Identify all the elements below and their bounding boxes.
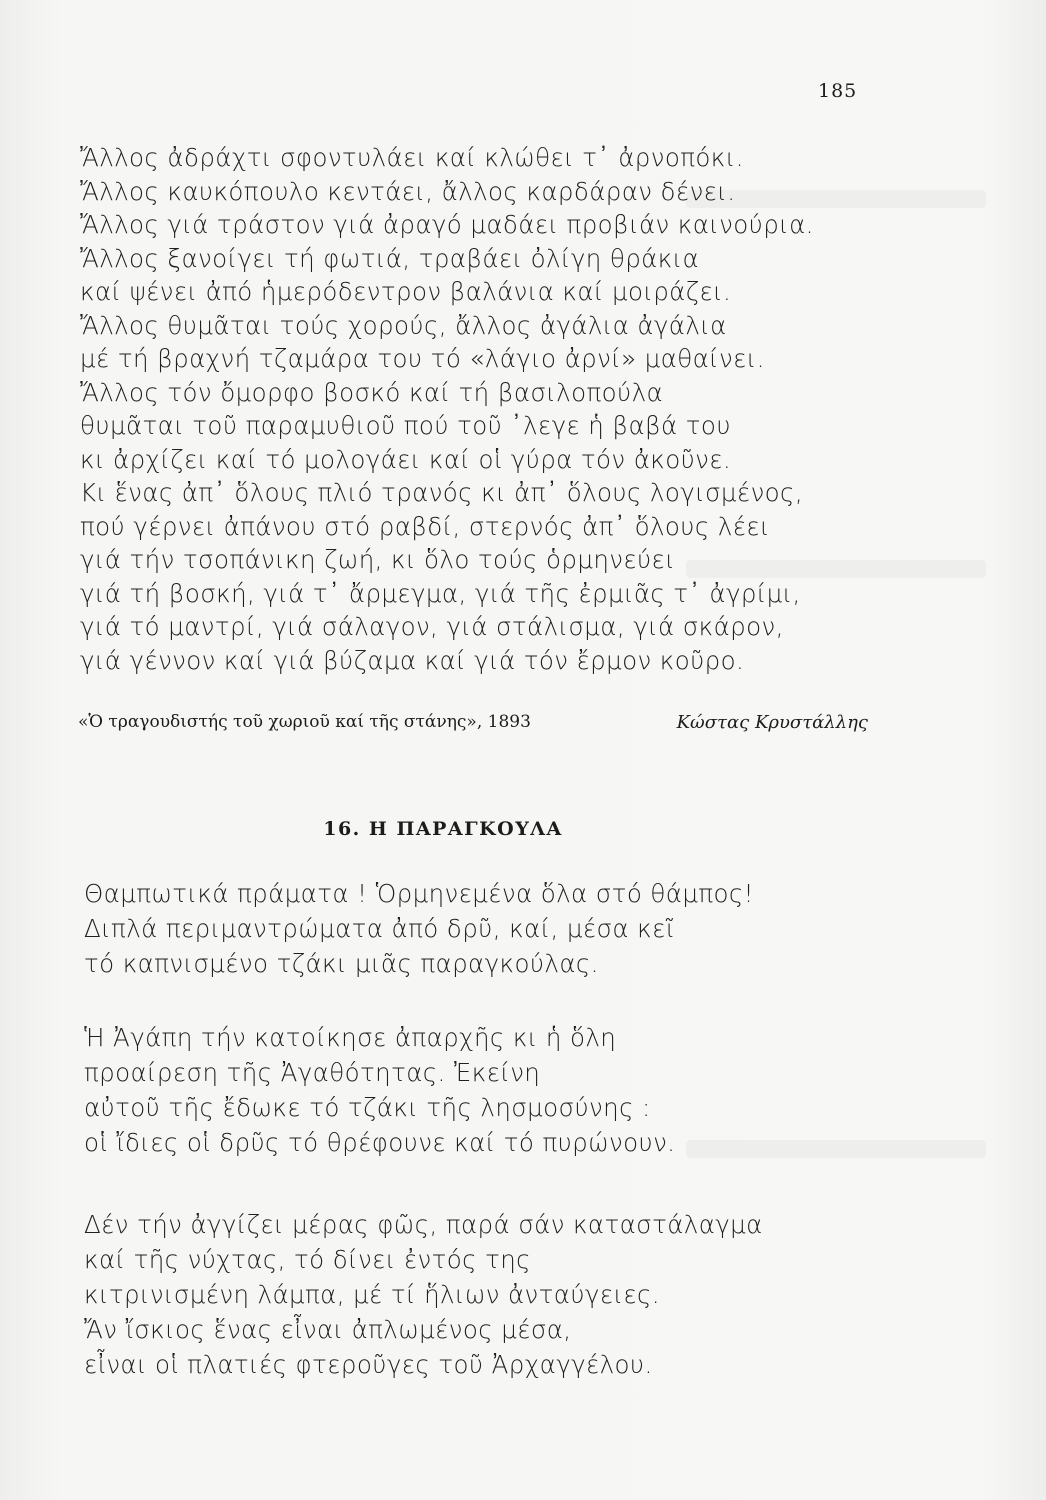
poem-line: προαίρεση τῆς Ἀγαθότητας. Ἐκείνη (84, 1058, 541, 1087)
poem-line: Ἄν ἴσκιος ἕνας εἶναι ἀπλωμένος μέσα, (84, 1315, 572, 1344)
poem-krystallis (80, 141, 814, 677)
poem-attribution (78, 712, 868, 733)
show-through-shadow (686, 1140, 986, 1158)
poem-line: γιά τήν τσοπάνικη ζωή, κι ὅλο τούς ὁρμηνεύει (80, 545, 676, 574)
poem-line: οἱ ἴδιες οἱ δρῦς τό θρέφουνε καί τό πυρώνουν. (84, 1128, 676, 1157)
poem-line: κι ἀρχίζει καί τό μολογάει καί οἱ γύρα τόν ἀκοῦνε. (80, 444, 732, 474)
poem-line: τό καπνισμένο τζάκι μιᾶς παραγκούλας. (84, 949, 599, 978)
poem-line: θυμᾶται τοῦ παραμυθιοῦ πού τοῦ ᾽λεγε ἡ βαβά του (80, 411, 731, 440)
poem-line: Κι ἕνας ἀπ᾽ ὅλους πλιό τρανός κι ἀπ᾽ ὅλους λογισμένος, (80, 478, 804, 507)
poem-line: Ἄλλος γιά τράστον γιά ἀραγό μαδάει προβιάν καινούρια. (80, 210, 814, 239)
poem-line: Δέν τήν ἀγγίζει μέρας φῶς, παρά σάν καταστάλαγμα (84, 1210, 763, 1239)
poem-line: κιτρινισμένη λάμπα, μέ τί ἥλιων ἀνταύγειες. (84, 1280, 660, 1309)
poem-source: «Ὁ τραγουδιστής τοῦ χωριοῦ καί τῆς στάνης», 1893 (78, 712, 531, 732)
poem-line: Ἄλλος τόν ὄμορφο βοσκό καί τή βασιλοπούλα (80, 377, 664, 407)
poem-line: Θαμπωτικά πράματα ! Ὁρμηνεμένα ὅλα στό θάμπος! (84, 879, 754, 908)
section-heading: 16. Η ΠΑΡΑΓΚΟΥΛΑ (323, 818, 563, 840)
poem-line: Ἡ Ἀγάπη τήν κατοίκησε ἀπαρχῆς κι ἡ ὅλη (84, 1023, 617, 1052)
poem-author: Κώστας Κρυστάλλης (676, 712, 868, 733)
poem-line: Διπλά περιμαντρώματα ἀπό δρῦ, καί, μέσα κεῖ (84, 914, 675, 943)
poem-line: Ἄλλος ξανοίγει τή φωτιά, τραβάει ὀλίγη θράκια (80, 243, 700, 273)
stanza (84, 1020, 675, 1160)
poem-line: Ἄλλος καυκόπουλο κεντάει, ἄλλος καρδάραν δένει. (80, 176, 736, 206)
poem-line: Ἄλλος θυμᾶται τούς χορούς, ἄλλος ἀγάλια ἀγάλια (80, 310, 727, 340)
page-number: 185 (818, 80, 858, 102)
stanza (84, 1207, 763, 1382)
poem-line: καί τῆς νύχτας, τό δίνει ἐντός της (84, 1245, 531, 1274)
poem-line: γιά γέννον καί γιά βύζαμα καί γιά τόν ἔρμον κοῦρο. (80, 645, 745, 675)
poem-line: εἶναι οἱ πλατιές φτεροῦγες τοῦ Ἀρχαγγέλου. (84, 1350, 653, 1379)
poem-line: γιά τό μαντρί, γιά σάλαγον, γιά στάλισμα, γιά σκάρον, (80, 612, 784, 641)
poem-line: Ἄλλος ἀδράχτι σφοντυλάει καί κλώθει τ᾽ ἀρνοπόκι. (80, 143, 744, 172)
stanza (84, 876, 754, 981)
poem-line: μέ τή βραχνή τζαμάρα του τό «λάγιο ἀρνί» μαθαίνει. (80, 344, 765, 373)
poem-line: αὐτοῦ τῆς ἔδωκε τό τζάκι τῆς λησμοσύνης : (84, 1093, 651, 1122)
poem-line: πού γέρνει ἀπάνου στό ραβδί, στερνός ἀπ᾽ ὅλους λέει (80, 511, 770, 541)
poem-line: καί ψένει ἀπό ἡμερόδεντρον βαλάνια καί μοιράζει. (80, 277, 732, 306)
poem-line: γιά τή βοσκή, γιά τ᾽ ἄρμεγμα, γιά τῆς ἐρμιᾶς τ᾽ ἀγρίμι, (80, 578, 801, 608)
